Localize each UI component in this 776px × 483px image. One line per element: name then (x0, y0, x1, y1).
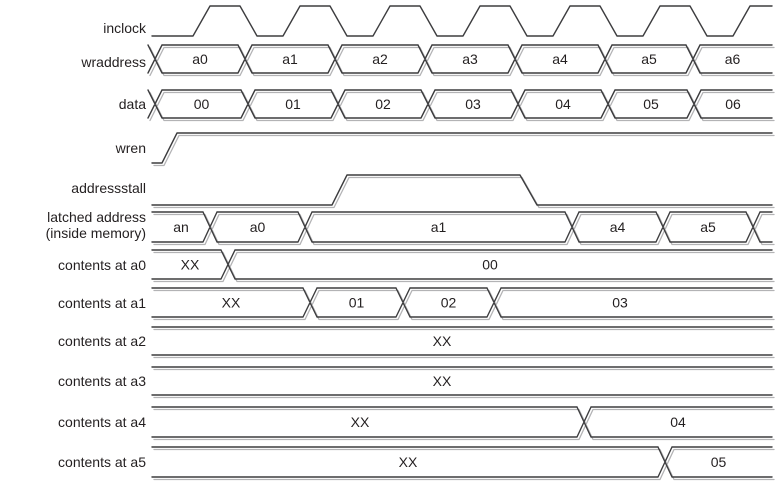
signal-row-contents-a3 (58, 367, 774, 398)
data-waveform-line (148, 90, 772, 118)
contents-a0-waveform-line (152, 250, 772, 279)
signal-label-wraddress: wraddress (81, 54, 146, 70)
data-value-04: 04 (555, 96, 571, 112)
wraddress-value-a5: a5 (641, 51, 657, 67)
contents-a1-value-03: 03 (612, 294, 628, 311)
signal-label-wren: wren (115, 140, 146, 156)
signal-label-contents-a0: contents at a0 (58, 257, 146, 273)
wren-shadow-line (154, 136, 774, 166)
contents-a3-value-xx: XX (432, 373, 452, 389)
latched-address-value-a4: a4 (609, 219, 626, 235)
contents-a1-value-01: 01 (348, 294, 365, 311)
contents-a5-waveform-line (152, 447, 772, 477)
addressstall-waveform-line (152, 175, 772, 205)
signal-label-contents-a3: contents at a3 (58, 373, 146, 389)
signal-row-latched-address (46, 209, 774, 245)
signal-row-contents-a1 (58, 288, 774, 320)
data-value-02: 02 (375, 96, 391, 112)
contents-a4-value-xx: XX (350, 414, 370, 430)
signal-label-data: data (118, 96, 146, 112)
signal-label-contents-a5: contents at a5 (58, 454, 146, 470)
signal-row-wren (115, 133, 774, 166)
signal-row-addressstall (71, 175, 774, 208)
signal-label-contents-a2: contents at a2 (58, 333, 146, 349)
wraddress-value-a1: a1 (282, 51, 298, 67)
contents-a2-shadow-line (154, 330, 774, 358)
signal-row-contents-a0 (58, 250, 774, 282)
contents-a3-shadow-line (154, 370, 774, 398)
contents-a5-value-xx: XX (398, 454, 418, 470)
contents-a4-value-04: 04 (670, 414, 686, 430)
signal-label-contents-a4: contents at a4 (58, 414, 146, 430)
contents-a1-value-02: 02 (440, 294, 457, 311)
signal-row-data (119, 90, 774, 121)
signal-label-contents-a1: contents at a1 (58, 295, 146, 311)
latched-address-value-a5: a5 (700, 219, 716, 235)
contents-a1-waveform-line (152, 288, 772, 317)
data-value-06: 06 (725, 96, 741, 112)
latched-address-waveform-line (152, 212, 772, 242)
contents-a1-shadow-line (154, 291, 774, 320)
contents-a2-value-xx: XX (432, 333, 452, 349)
signal-label-inclock: inclock (103, 20, 146, 36)
latched-address-shadow-line (154, 215, 774, 245)
wraddress-value-a6: a6 (724, 51, 741, 67)
signal-label-latched-address-line1: latched address (47, 209, 146, 225)
wraddress-waveform-line (148, 45, 772, 73)
data-value-01: 01 (285, 96, 301, 112)
contents-a5-value-05: 05 (710, 454, 727, 470)
signal-row-inclock (103, 6, 772, 36)
latched-address-value-a1: a1 (430, 219, 447, 235)
signal-label-latched-address-line2: (inside memory) (45, 225, 146, 241)
contents-a0-shadow-line (154, 253, 774, 282)
wraddress-value-a0: a0 (192, 51, 208, 67)
addressstall-shadow-line (154, 178, 774, 208)
contents-a2-waveform-line (152, 327, 772, 355)
signal-row-wraddress (80, 45, 774, 76)
signal-row-contents-a5 (58, 447, 774, 480)
wren-waveform-line (152, 133, 772, 163)
latched-address-value-a0: a0 (249, 219, 266, 235)
wraddress-value-a4: a4 (552, 51, 568, 67)
wraddress-value-a2: a2 (372, 51, 388, 67)
data-value-03: 03 (465, 96, 481, 112)
contents-a0-value-00: 00 (482, 256, 498, 273)
contents-a3-waveform-line (152, 367, 772, 395)
data-value-05: 05 (643, 96, 659, 112)
contents-a0-value-xx: XX (180, 256, 200, 273)
signal-label-addressstall: addressstall (71, 180, 146, 196)
data-value-00: 00 (193, 96, 210, 112)
contents-a1-value-xx: XX (221, 294, 241, 311)
wraddress-value-a3: a3 (462, 51, 478, 67)
latched-address-value-an: an (173, 219, 189, 235)
contents-a5-shadow-line (154, 450, 774, 480)
signal-row-contents-a2 (58, 327, 774, 358)
inclock-waveform-line (152, 6, 772, 36)
signal-row-contents-a4 (58, 407, 774, 440)
